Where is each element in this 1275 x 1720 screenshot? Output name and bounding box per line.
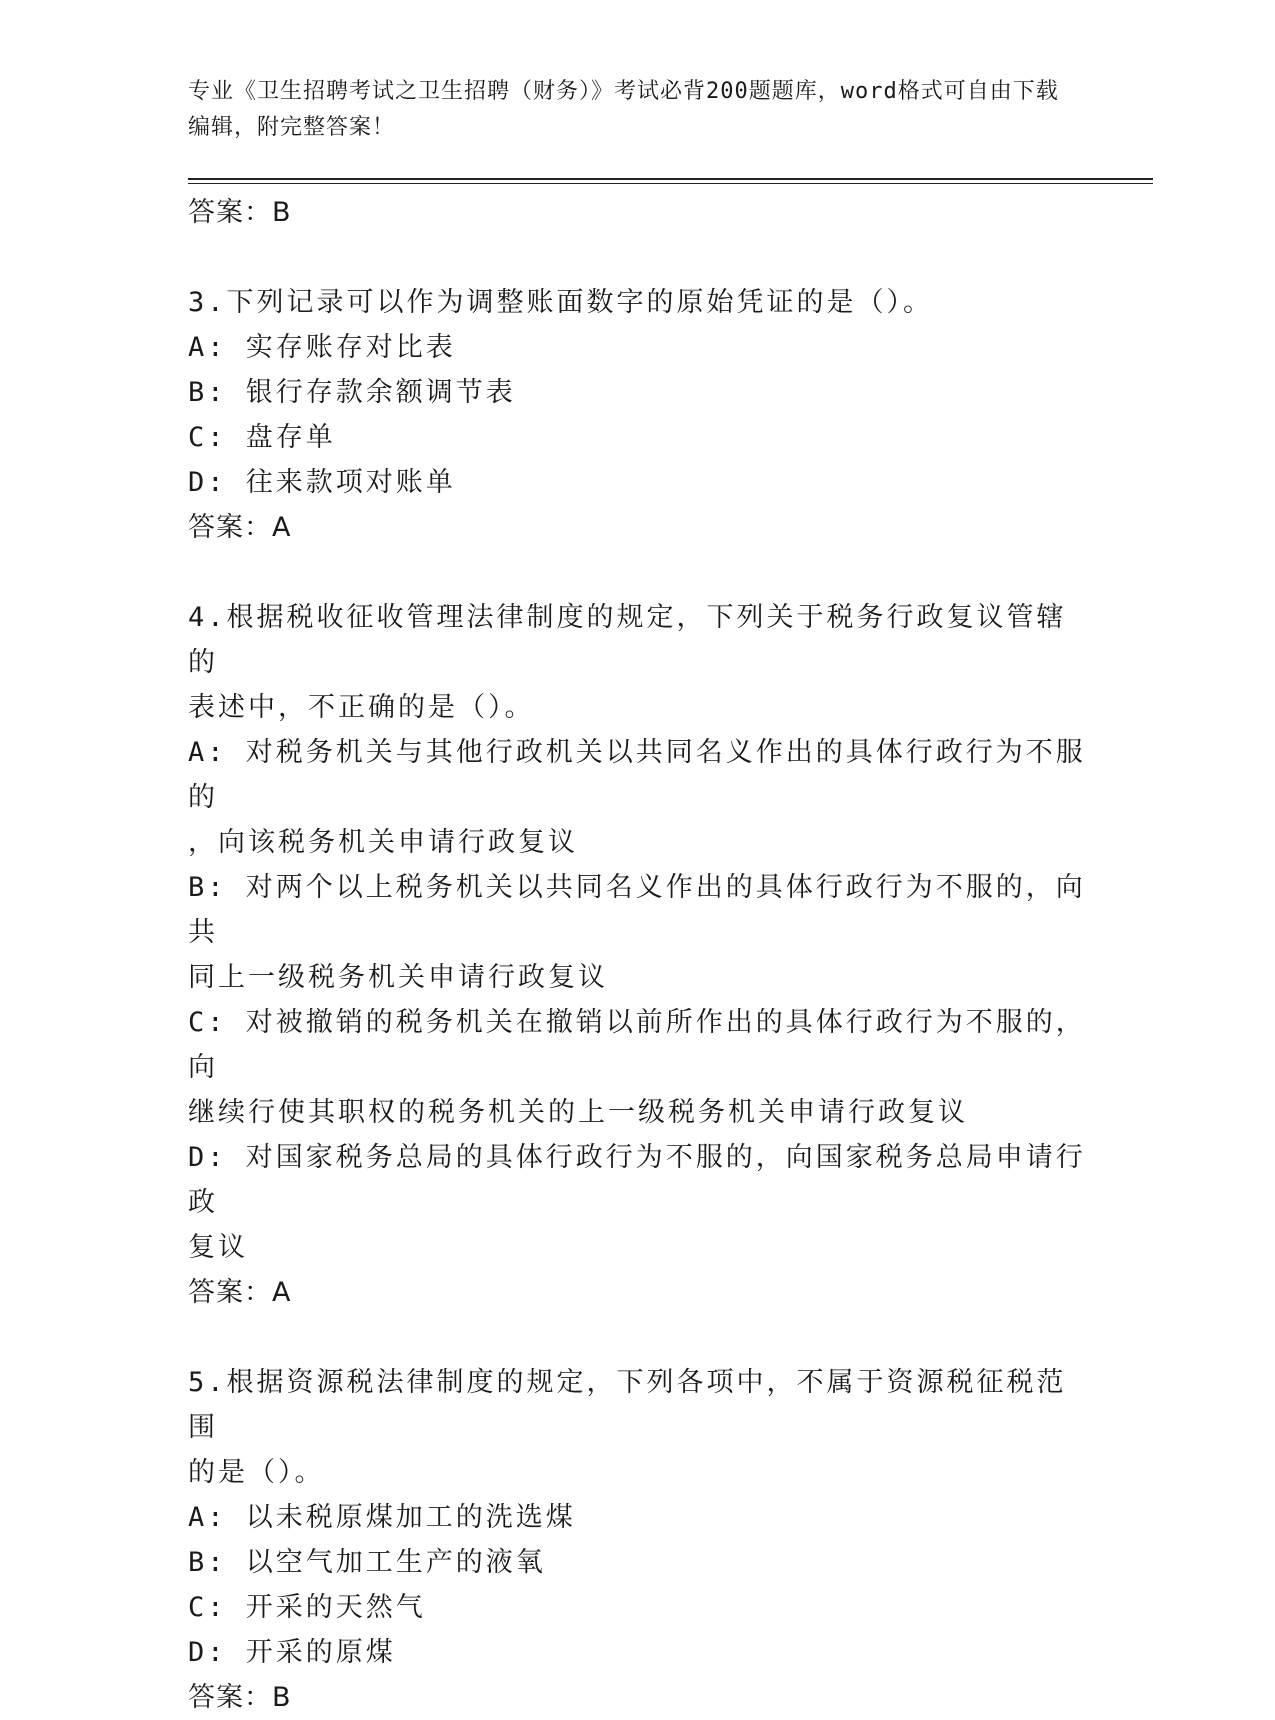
header-note: 专业《卫生招聘考试之卫生招聘（财务）》考试必背200题题库，word格式可自由下载编辑，附完整答案！ <box>188 79 1059 140</box>
option-a-line-2: ，向该税务机关申请行政复议 <box>188 827 578 858</box>
question-stem-line-1: 4.根据税收征收管理法律制度的规定，下列关于税务行政复议管辖的 <box>188 602 1067 678</box>
option-a: A: 以未税原煤加工的洗选煤 <box>188 1502 576 1533</box>
option-d: D: 开采的原煤 <box>188 1637 396 1668</box>
option-d-line-2: 复议 <box>188 1232 248 1263</box>
option-b: B: 银行存款余额调节表 <box>188 377 516 408</box>
question-list <box>188 190 1088 1720</box>
option-a: A: 实存账存对比表 <box>188 332 456 363</box>
option-c: C: 开采的天然气 <box>188 1592 426 1623</box>
question-3 <box>188 280 1088 550</box>
option-c-line-1: C: 对被撤销的税务机关在撤销以前所作出的具体行政行为不服的，向 <box>188 1007 1086 1083</box>
question-stem-line-2: 表述中，不正确的是（）。 <box>188 692 535 723</box>
question-stem-line-1: 5.根据资源税法律制度的规定，下列各项中，不属于资源税征税范围 <box>188 1367 1067 1443</box>
option-c: C: 盘存单 <box>188 422 336 453</box>
answer-line: 答案：A <box>188 512 292 543</box>
question-stem-line-2: 的是（）。 <box>188 1457 325 1488</box>
option-b-line-1: B: 对两个以上税务机关以共同名义作出的具体行政行为不服的，向共 <box>188 872 1086 948</box>
option-d: D: 往来款项对账单 <box>188 467 456 498</box>
option-c-line-2: 继续行使其职权的税务机关的上一级税务机关申请行政复议 <box>188 1097 968 1128</box>
option-b: B: 以空气加工生产的液氧 <box>188 1547 546 1578</box>
question-4 <box>188 595 1088 1315</box>
header-divider <box>188 178 1153 184</box>
option-b-line-2: 同上一级税务机关申请行政复议 <box>188 962 608 993</box>
answer-line: 答案：B <box>188 197 292 228</box>
option-d-line-1: D: 对国家税务总局的具体行政行为不服的，向国家税务总局申请行政 <box>188 1142 1086 1218</box>
answer-line: 答案：B <box>188 1682 292 1713</box>
question-stem: 3.下列记录可以作为调整账面数字的原始凭证的是（）。 <box>188 287 934 318</box>
option-a-line-1: A: 对税务机关与其他行政机关以共同名义作出的具体行政行为不服的 <box>188 737 1086 813</box>
question-5 <box>188 1360 1088 1720</box>
answer-line: 答案：A <box>188 1277 292 1308</box>
